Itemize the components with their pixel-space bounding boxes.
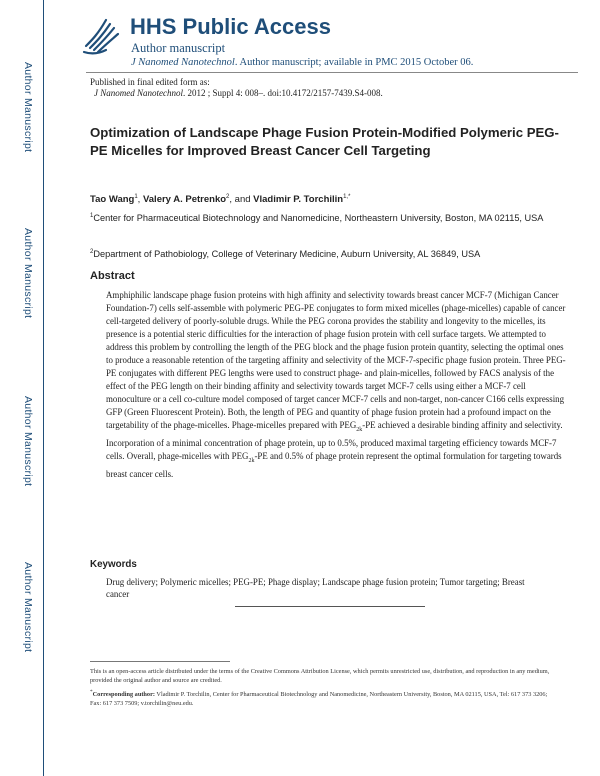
corresponding-mark: * [90,689,93,695]
affiliation-mark: 1 [90,213,94,219]
sidebar-label-3: Author Manuscript [22,396,34,487]
affiliation-text: Department of Pathobiology, College of Veterinary Medicine, Auburn University, AL 36849, USA [93,249,481,260]
author-manuscript-label: Author manuscript [131,41,226,55]
citation-text: . 2012 ; Suppl 4: 008–. doi:10.4172/2157-7439.S4-008. [183,88,383,98]
author-separator: , and [229,194,254,206]
abstract-text: Amphiphilic landscape phage fusion proteins with high affinity and selectivity towards breast cancer MCF-7 (Michigan Cancer Foundation-7) cells self-assemble with polymeric PEG-PE conjugates to form mixed micelles (phage-micelles) capable of cancer cell-targeted delivery of poorly-soluble drugs. While the PEG corona provides the stability and longevity to the micelles, its presence is a potential steric difficulties for the interaction of phage fusion protein with cell surface targets. We attempted to address this problem by controlling the length of the PEG block and the phage fusion protein quantity, selecting the optimal ones to produce a reasonable retention of the targeting affinity and selectivity of the MCF-7-specific phage fusion protein. Three PEG-PE conjugates with different PEG lengths were used to construct phage- and plain-micelles, followed by FACS analysis of the effect of the PEG length on their binding affinity and selectivity towards target MCF-7 cells using either a MCF-7 cell monoculture or a cell co-culture model composed of target cancer MCF-7 cells and non-target, non-cancer C166 cells expressing GFP (Green Fluorescent Protein). Both, the length of PEG and quantity of phage fusion protein had a profound impact on the targetability of the phage-micelles. Phage-micelles prepared with PEG [106,290,566,430]
license-footnote: This is an open-access article distributed under the terms of the Creative Commons Attribution License, which permits unrestricted use, distribution, and reproduction in any medium, provided the original author and source are credited. [90,668,550,684]
affiliation-1 [90,209,550,225]
abstract-text: -PE and 0.5% of phage protein represent the optimal formulation for targeting towards breast cancer cells. [106,450,562,479]
author-name: Vladimir P. Torchilin [253,194,344,206]
corresponding-author-footnote [90,688,560,708]
corresponding-label: Corresponding author: [92,691,155,699]
keywords-rule [235,606,425,607]
subscript: 2k [356,426,363,433]
abstract-heading: Abstract [90,270,135,282]
author-name: Valery A. Petrenko [142,194,227,206]
author-affiliation-mark: 1,* [343,194,351,200]
subscript: 2k [248,457,255,464]
affiliation-mark: 2 [90,249,94,255]
keywords-heading: Keywords [90,559,137,570]
affiliation-2 [90,245,550,261]
corresponding-text: Vladimir P. Torchilin, Center for Pharmaceutical Biotechnology and Nanomedicine, Northeastern University, Boston, MA 02115, USA, Tel: 617 373 3206; Fax: 617 373 7509; v.torchilin@neu.edu. [90,691,548,707]
journal-name: J Nanomed Nanotechnol [131,57,235,68]
footnote-rule [90,661,230,662]
sidebar-divider [43,0,44,776]
citation-journal: J Nanomed Nanotechnol [94,88,183,98]
availability-text: . Author manuscript; available in PMC 2015 October 06. [234,57,474,68]
author-list [90,194,350,205]
sidebar-label-4: Author Manuscript [22,562,34,653]
hhs-eagle-logo-icon [76,12,124,60]
author-name: Tao Wang [90,194,135,206]
abstract-body [106,289,570,481]
sidebar-label-1: Author Manuscript [22,62,34,153]
affiliation-text: Center for Pharmaceutical Biotechnology and Nanomedicine, Northeastern University, Boston, MA 02115, USA [93,213,544,224]
sidebar-label-2: Author Manuscript [22,228,34,319]
hhs-title: HHS Public Access [130,14,331,39]
article-title: Optimization of Landscape Phage Fusion Protein-Modified Polymeric PEG-PE Micelles for Improved Breast Cancer Cell Targeting [90,125,559,158]
author-separator: , [137,194,143,206]
abstract-text: -PE achieved a desirable binding affinity and selectivity. Incorporation of a minimal concentration of phage protein, up to 0.5%, produced maximal targeting efficiency towards MCF-7 cells. Overall, phage-micelles with PEG [106,420,563,461]
keywords-text: Drug delivery; Polymeric micelles; PEG-PE; Phage display; Landscape phage fusion protein; Tumor targeting; Breast cancer [106,577,525,599]
availability-line [131,57,473,68]
author-affiliation-mark: 2 [226,194,230,200]
author-affiliation-mark: 1 [134,194,138,200]
published-label: Published in final edited form as: [90,77,210,87]
citation [94,88,383,98]
header-rule [86,72,578,73]
